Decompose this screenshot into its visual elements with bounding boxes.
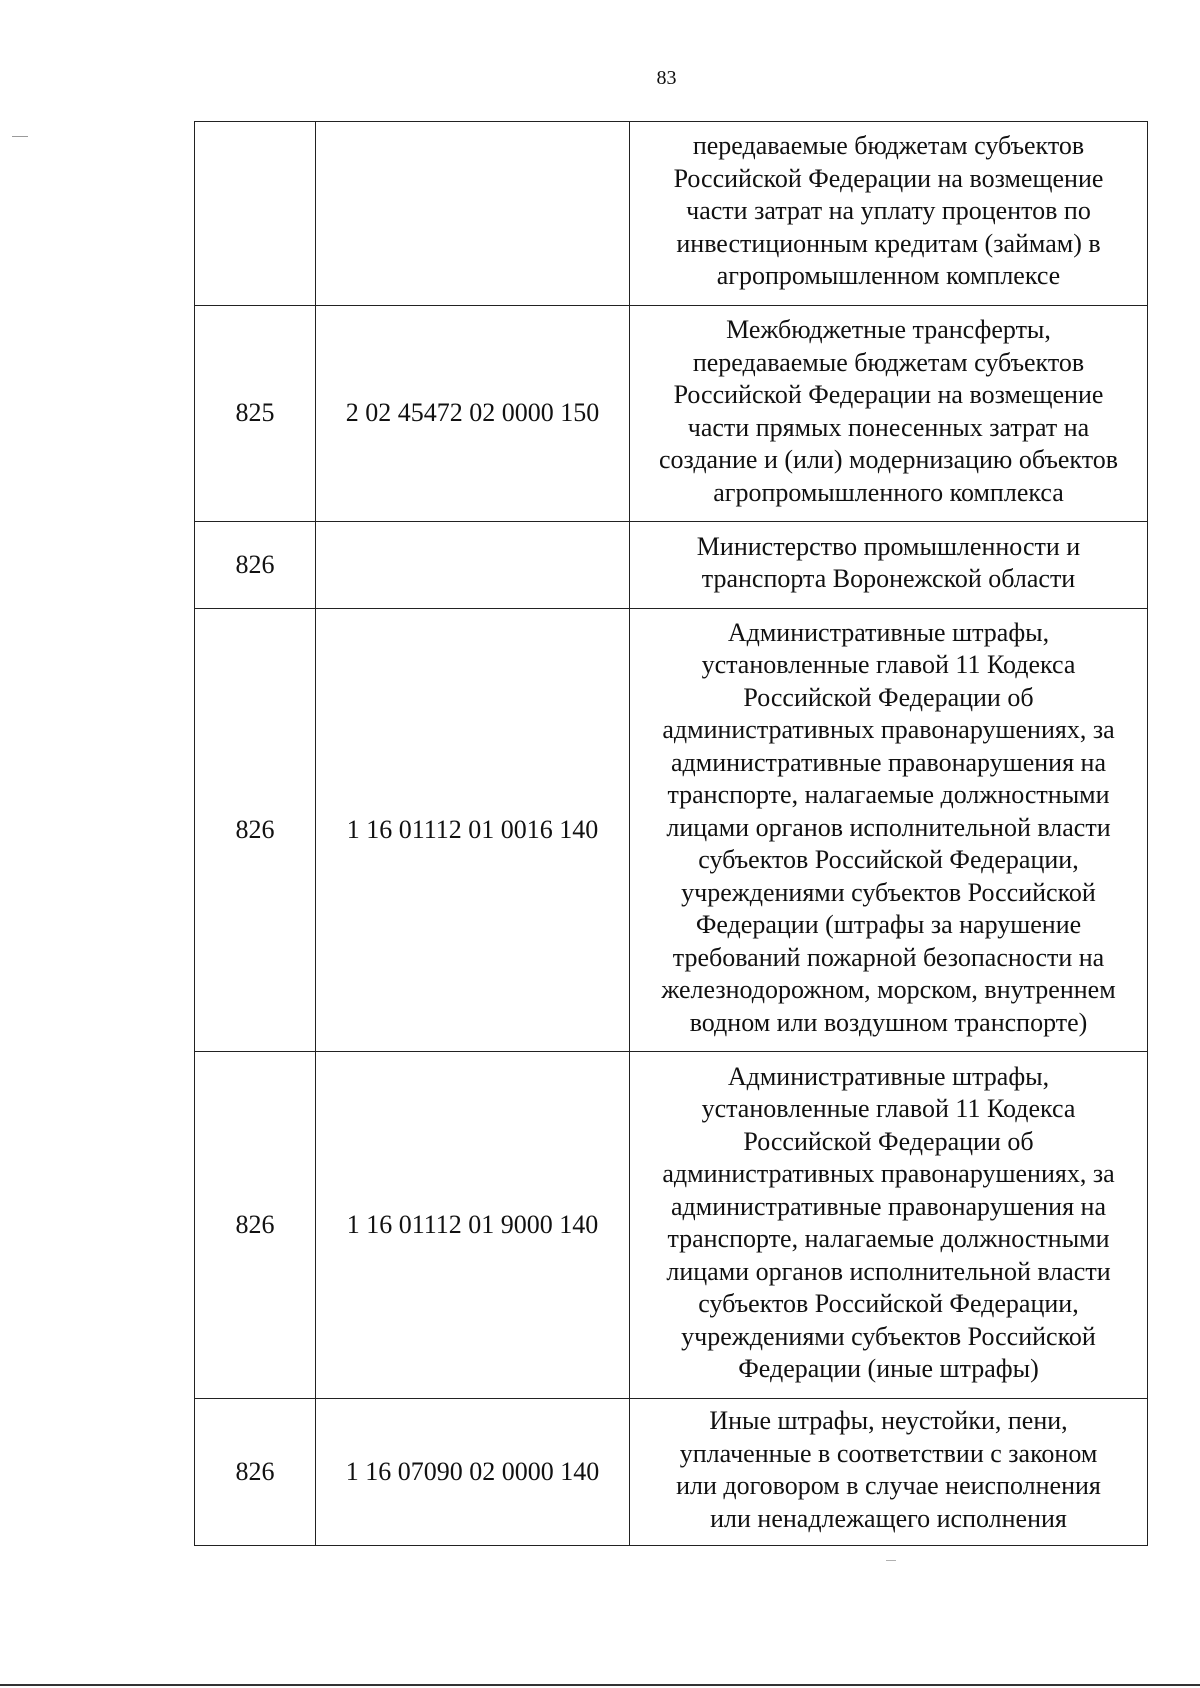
revenue-code-cell: 1 16 01112 01 9000 140 bbox=[316, 1052, 630, 1399]
page-bottom-edge bbox=[0, 1684, 1200, 1686]
table-row bbox=[195, 522, 1148, 609]
description-text: Административные штрафы, установленные главой 11 Кодекса Российской Федерации об административных правонарушениях, за административные правонарушения на транспорте, налагаемые должностными лицами органов исполнительной власти субъектов Российской Федерации, учреждениями субъектов Российской Федерации (штрафы за нарушение требований пожарной безопасности на железнодорожном, морском, внутреннем водном или воздушном транспорте) bbox=[661, 617, 1116, 1037]
revenue-code-cell bbox=[316, 122, 630, 306]
description-cell bbox=[630, 1052, 1148, 1399]
description-text: Министерство промышленности и транспорта Воронежской области bbox=[696, 531, 1081, 593]
revenue-code-cell: 1 16 01112 01 0016 140 bbox=[316, 609, 630, 1052]
scan-artifact-mark bbox=[12, 136, 28, 137]
revenue-code-cell: 2 02 45472 02 0000 150 bbox=[316, 306, 630, 522]
description-text: Административные штрафы, установленные главой 11 Кодекса Российской Федерации об административных правонарушениях, за административные правонарушения на транспорте, налагаемые должностными лицами органов исполнительной власти субъектов Российской Федерации, учреждениями субъектов Российской Федерации (иные штрафы) bbox=[662, 1061, 1115, 1383]
scan-artifact-mark bbox=[886, 1560, 896, 1561]
revenue-codes-table bbox=[194, 121, 1148, 1546]
admin-code-cell bbox=[195, 122, 316, 306]
admin-code-cell: 826 bbox=[195, 1399, 316, 1546]
admin-code-cell: 826 bbox=[195, 522, 316, 609]
revenue-code-cell bbox=[316, 522, 630, 609]
description-cell bbox=[630, 522, 1148, 609]
description-text: Межбюджетные трансферты, передаваемые бюджетам субъектов Российской Федерации на возмещение части прямых понесенных затрат на создание и (или) модернизацию объектов агропромышленного комплекса bbox=[658, 315, 1119, 507]
description-cell bbox=[630, 1399, 1148, 1546]
description-text: Иные штрафы, неустойки, пени, уплаченные в соответствии с законом или договором в случае неисполнения или ненадлежащего исполнения bbox=[676, 1406, 1101, 1533]
page-number: 83 bbox=[656, 67, 677, 89]
table-row bbox=[195, 609, 1148, 1052]
table-row bbox=[195, 306, 1148, 522]
description-text: передаваемые бюджетам субъектов Российской Федерации на возмещение части затрат на уплату процентов по инвестиционным кредитам (займам) в агропромышленном комплексе bbox=[673, 131, 1104, 291]
revenue-code-cell: 1 16 07090 02 0000 140 bbox=[316, 1399, 630, 1546]
description-cell bbox=[630, 609, 1148, 1052]
table-row bbox=[195, 1052, 1148, 1399]
table-row bbox=[195, 122, 1148, 306]
admin-code-cell: 826 bbox=[195, 609, 316, 1052]
description-cell bbox=[630, 122, 1148, 306]
description-cell bbox=[630, 306, 1148, 522]
table-row bbox=[195, 1399, 1148, 1546]
admin-code-cell: 825 bbox=[195, 306, 316, 522]
admin-code-cell: 826 bbox=[195, 1052, 316, 1399]
